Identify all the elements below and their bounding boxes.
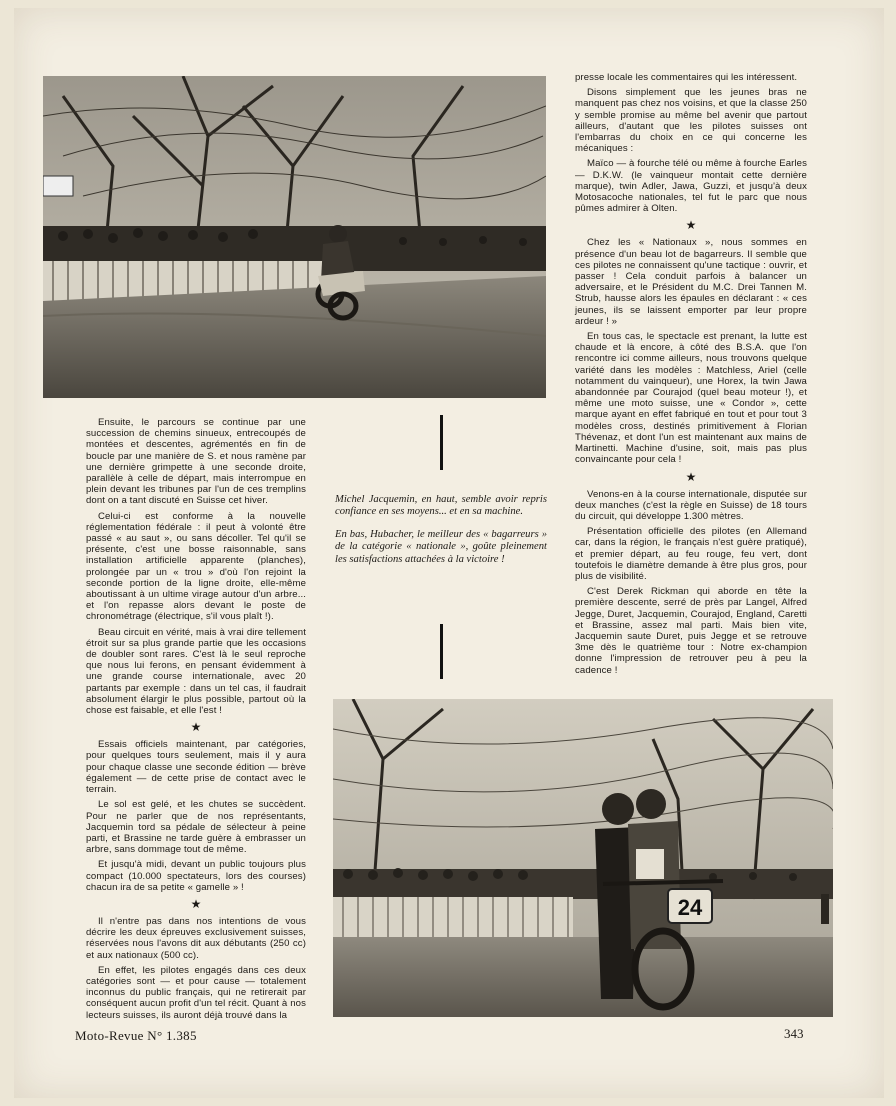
divider-bar-bottom xyxy=(440,624,443,679)
paragraph: En effet, les pilotes engagés dans ces deux catégories sont — et pour cause — totalement inconnus du public français, qui ne retirerait par conséquent aucun profit d'un tel récit. Quant à nos lecteurs suisses, ils auront déjà trouvé dans la xyxy=(86,964,306,1021)
paragraph: Beau circuit en vérité, mais à vrai dire tellement étroit sur sa plus grande partie que les occasions de doubler sont rares. C'est là le seul reproche que nous lui ferons, en pensant évidemment à une grande course internationale, avec 20 partants par exemple : dans un tel cas, il faudrait absolument élargir le plus possible, partout où la chose est faisable, et elle l'est ! xyxy=(86,626,306,717)
magazine-issue: Moto-Revue N° 1.385 xyxy=(75,1028,197,1043)
left-column xyxy=(86,417,306,1025)
paragraph: Maïco — à fourche télé ou même à fourche Earles — D.K.W. (le vainqueur montait cette dernière marque), twin Adler, Jawa, Guzzi, et jusqu'à deux Motosacoche nationales, tel fut le parc que nous pûmes admirer à Olten. xyxy=(575,158,807,215)
paragraph: En tous cas, le spectacle est prenant, la lutte est chaude et là encore, à côté des B.S.A. que l'on rencontre ici comme ailleurs, nous trouvons quelque variété dans les modèles : Matchless, Ariel (celle notamment du vainqueur), une Horex, la twin Jawa abandonnée par Courajod (quel beau moteur !), et même une moto suisse, une « Condor », cette marque ayant en effet fabriqué en tout et pour tout 3 modèles cross, destinés primitivement à Florian Thévenaz, et dont l'un est maintenant aux mains de Martinetti. Machine d'usine, soit, mais pas plus convaincante pour cela ! xyxy=(575,331,807,466)
photo-hubacher-victory xyxy=(333,699,833,1017)
section-star: ★ xyxy=(685,218,697,233)
paragraph: C'est Derek Rickman qui aborde en tête la première descente, serré de près par Langel, Alfred Jegge, Duret, Jacquemin, Courajod, England, Caretti et Brassine, assez mal parti. Mais bien vite, Jacquemin saute Duret, puis Jegge et se retrouve 3me dès le quatrième tour : Notre ex-champion donne l'impression de retrouver peu à peu la cadence ! xyxy=(575,586,807,676)
paragraph: presse locale les commentaires qui les intéressent. xyxy=(575,72,798,83)
paragraph: Celui-ci est conforme à la nouvelle réglementation fédérale : il peut à volonté être passé « au saut », ou sans décoller. Tel qu'il se présente, c'est une bosse raisonnable, sans installation artificielle apparente (planches), prolongée par un « trou » d'où l'on rejoint la seconde portion de la ligne droite, elle-même aboutissant à un ultime virage autour d'un arbre... et l'on repasse alors devant le poste de chronométrage (électrique, s'il vous plaît !). xyxy=(86,510,306,623)
caption-bottom-photo: En bas, Hubacher, le meilleur des « bagarreurs » de la catégorie « nationale », goûte pleinement les satisfactions attachées à la victoire ! xyxy=(335,528,547,565)
paragraph: Présentation officielle des pilotes (en Allemand car, dans la région, le français n'est guère pratiqué), et premier départ, au feu rouge, feu vert, dont toutefois le diamètre demande à être plus gros, pour plus de visibilité. xyxy=(575,526,807,582)
paragraph: Il n'entre pas dans nos intentions de vous décrire les deux épreuves exclusivement suisses, réservées nous l'avons dit aux débutants (250 cc) et aux nationaux (500 cc). xyxy=(86,915,306,961)
paragraph: Venons-en à la course internationale, disputée sur deux manches (c'est la règle en Suisse) de 18 tours du circuit, qui développe 1.300 mètres. xyxy=(575,488,807,522)
paragraph: Et jusqu'à midi, devant un public toujours plus compact (10.000 spectateurs, lors des courses) chacun ira de sa petite « gamelle » ! xyxy=(86,859,306,893)
photo-caption xyxy=(335,494,547,576)
right-column xyxy=(575,72,807,680)
caption-top-photo: Michel Jacquemin, en haut, semble avoir repris confiance en ses moyens... et en sa machine. xyxy=(335,494,547,518)
section-star: ★ xyxy=(685,469,697,484)
section-star: ★ xyxy=(190,720,202,735)
divider-bar-top xyxy=(440,415,443,470)
race-number: 24 xyxy=(677,895,703,920)
page-number: 343 xyxy=(784,1026,804,1041)
paragraph: Disons simplement que les jeunes bras ne manquent pas chez nos voisins, et que la classe 250 y semble promise au même bel avenir que partout ailleurs, d'autant que les pilotes suisses ont l'embarras du choix en ce qui concerne les mécaniques : xyxy=(575,87,807,155)
paragraph: Ensuite, le parcours se continue par une succession de chemins sinueux, entrecoupés de montées et descentes, agrémentés en fin de boucle par une manière de S. et nous ramène par une dernière grimpette à une seconde droite, parallèle à celle de départ, mais interrompue en plein devant les tribunes par l'un de ces tremplins dont on a tant discuté en Suisse cet hiver. xyxy=(86,417,306,507)
paragraph: Chez les « Nationaux », nous sommes en présence d'un beau lot de bagarreurs. Il semble que ces pilotes ne connaissent qu'une tactique : ouvrir, et passer ! Cela conduit parfois à balancer un adversaire, et le Président du M.C. Drei Tannen M. Strub, hausse alors les épaules en déclarant : « ces jeunes, ils se laissent emporter par leur propre ardeur ! » xyxy=(575,237,807,327)
paragraph: Essais officiels maintenant, par catégories, pour quelques tours seulement, mais il y aura pour chaque classe une seconde édition — brève également — de cette prise de contact avec le terrain. xyxy=(86,739,306,796)
paragraph: Le sol est gelé, et les chutes se succèdent. Pour ne parler que de nos représentants, Jacquemin tord sa pédale de sélecteur à peine parti, et Brassine ne tarde guère à embrasser un arbre, sans dommage tout de même. xyxy=(86,799,306,856)
section-star: ★ xyxy=(190,896,202,911)
photo-jacquemin-motorcycle xyxy=(43,76,546,398)
